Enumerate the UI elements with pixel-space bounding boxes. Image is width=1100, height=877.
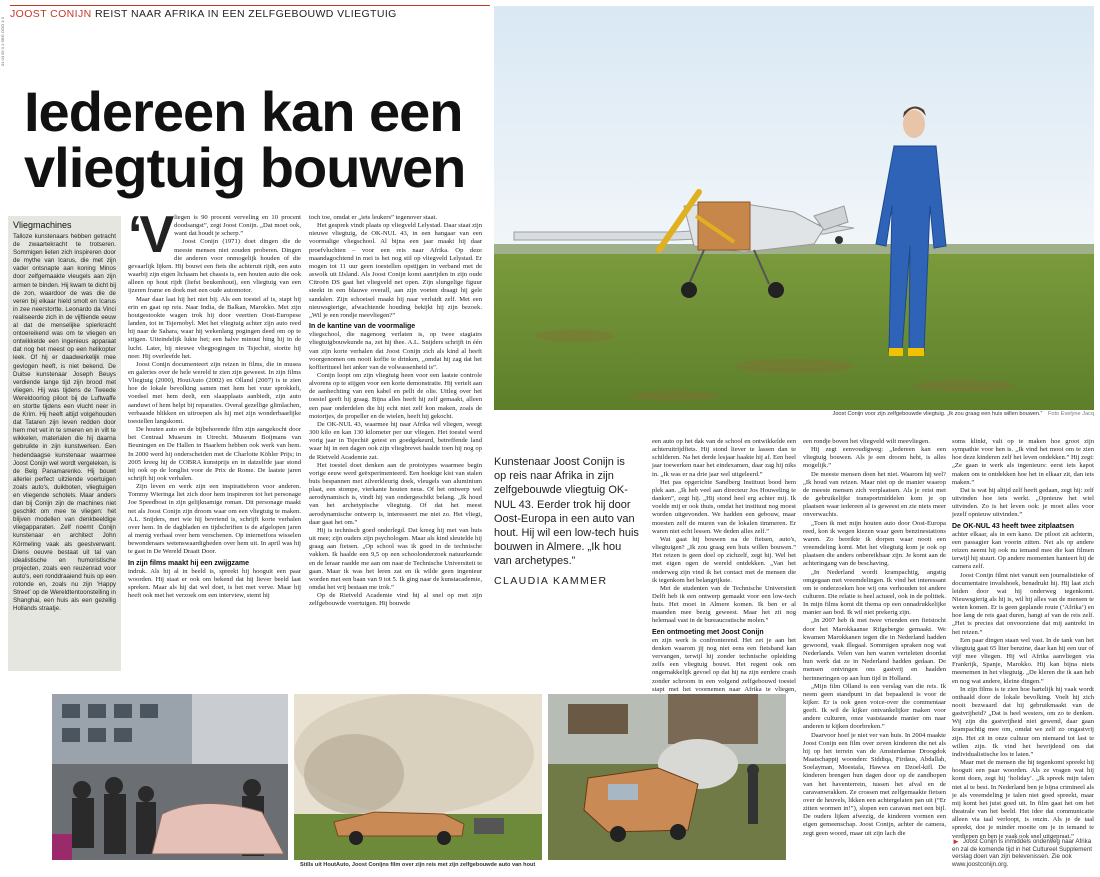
page-folio: 01 04 05 0 1 SBG OOO 4 0 xyxy=(0,17,5,66)
col2-para-5: De OK-NUL 43, waarmee hij naar Afrika wil vliegen, weegt 300 kilo en kan 130 kilometer per uur vliegen. Het toestel werd vorig jaar in Tsjechië getest en goedgekeurd, betreffende land waar hij in een dagen ook zijn vliegbrevet haalde toen hij nog op de Rietveld Academie zat. xyxy=(309,420,482,461)
col1-para-1: liegen is 90 procent verveling en 10 procent doodsangst”, zegt Joost Conijn. „Dat moet ook, want dat houdt je scherp.” xyxy=(174,214,301,238)
col2-para-1: toch toe, omdat er „iets leukers” tegenover staat. xyxy=(309,214,437,221)
article-column-5 xyxy=(952,438,1094,840)
col4-para-6: „In 2007 heb ik met twee vrienden een fietstocht door het Marokkaanse Rifgebergte gemaakt. We kwamen Marokkanen tegen die in Nederland hadden gewoond, vaak illegaal. Sommigen spraken nog wat Nederlands. Velen van hen waren verteleten doordat hun werk dat ze in Nederland hadden gedaan. De mensen ontvingen ons gastvrij en haalden herinneringen op aan hun tijd in Holland. xyxy=(803,617,946,682)
kicker-text: REIST NAAR AFRIKA IN EEN ZELFGEBOUWD VLIEGTUIG xyxy=(94,8,397,20)
col2-para-7: Hij is technisch goed onderlegd. Dat kreeg hij met van huis uit mee; zijn ouders zijn psychologen. Maar als kind sleutelde hij graag aan fietsen. „Op school was ik goed in de technische vakken. Ik haalde een 9,5 op een schoolonderzoek natuurkunde en de leraar raadde me aan om naar de Technische Universiteit te gaan. Maar ik was het leren zat en ik wilde geen ingenieur worden met een baan van 9 tot 5. Ik ging naar de kunstacademie, omdat het vrij bestaan me trok.” xyxy=(309,526,482,592)
col1-para-4: Joost Conijn documenteert zijn reizen in films, die in musea en galeries over de hele wereld te zien zijn geweest. In zijn films Vliegtuig (2000), HoutAuto (2002) en Olland (2007) is te zien hoe de lokale bevolking samen met hem het vuur sprokkelt, voedsel met hem deelt, een slaapplaats aanbiedt, zijn auto aanduwt of hem helpt bij reparaties. Overal gezellige glimlachen, verbaasde blikken en uitroepen als hij met zijn wonderbaarlijke toestellen langskomt. xyxy=(128,360,301,425)
headline-line-2: vliegtuig bouwen xyxy=(24,136,466,199)
kicker-name: JOOST CONIJN xyxy=(10,8,92,20)
main-photo-caption-row xyxy=(820,411,1094,420)
col1-para-2: Joost Conijn (1971) doet dingen die de meeste mensen niet zouden proberen. Dingen die anderen voor onmogelijk houden of die gevaarlijk lijken. Hij bouwt een fiets die achteruit rijdt, een auto waarbij zijn eigen lichaam het chassis is, een houten auto die ook alleen op hout rijdt (liefst beukenhout), een vliegtuig van een ijzeren frame en doek met een oude automotor. xyxy=(128,238,301,295)
strip-photo-3 xyxy=(548,694,786,860)
col2-para-4: Conijn loopt om zijn vliegtuig heen voor een laatste controle alvorens op te stijgen voor een korte demonstratie. Hij vertelt aan de aanhechting van een kabel en pellt de olie. Uitleg over het toestel geeft hij graag. Bijna alles heeft hij zelf gemaakt, alleen een paar onderdelen die hij echt niet zelf kon maken, zoals de motortjes, de propeller en de wielen, heeft hij gekocht. xyxy=(309,371,482,420)
article-column-1 xyxy=(128,206,301,678)
main-photo-credit: Foto Evelyne Jacq xyxy=(1047,411,1094,417)
closing-note-text: Joost Conijn is inmiddels onderweg naar Afrika en zal de komende tijd in het Cultureel Supplement verslag doen van zijn belevenissen. Zie ook www.joostconijn.org. xyxy=(952,838,1092,868)
col2-para-3: vliegschool, die nagenoeg verlaten is, op twee stagiairs vliegtuigbouwkunde na, zet hij thee. A.L. Snijders schrijft in één van zijn korte verhalen dat Joost Conijn zich als kind al heeft voorgenomen om nooit koffie te drinken, „omdat hij zag dat het koffieritueel het anker van de volwassenheid is”. xyxy=(309,331,482,371)
col1-para-7: indruk. Als hij al in beeld is, spreekt hij hooguit een paar woorden. Hij staat er ook om bekend dat hij liever beeld laat spreken. Maar als hij dat wel doet, is het met verve. Maar hij heeft ook met het verzoek om een interview, stemt hij xyxy=(128,567,301,600)
main-photo-illustration xyxy=(494,6,1094,410)
col5-para-3: achter elkaar, als in een kano. De piloot zit achterin, een passagier kan voorin zitten. Net als op andere reizen neemt hij ook nu iemand mee die kan filmen terwijl hij stuurt. Op andere momenten hanteert hij de camera zelf. xyxy=(952,530,1094,571)
col4-para-2: Hij zegt eenvoudigweg: „Iedereen kan een vliegtuig bouwen. Als je een droom hebt, is alles mogelijk.” xyxy=(803,446,946,470)
col5-para-1: soms klinkt, valt op te maken hoe groot zijn sympathie voor hen is. „Ik vind het mooi om te zien hoe deze kinderen zelf het leven ondekken.” Hij zegt: „Ze gaan te werk als ingenieurs: eerst iets kapot maken om te ontdekken hoe het in elkaar zit, dan iets maken.” xyxy=(952,438,1094,486)
article-column-2 xyxy=(309,214,482,678)
strip-caption: Stills uit HoutAuto, Joost Conijns film over zijn reis met zijn zelfgebouwde auto van hout xyxy=(300,862,536,868)
col3-para-1: een auto op het dak van de school en ontwikkelde een achteruitrijdfiets. Hij stond liever te lassen dan te schilderen. Na het derde lesjaar haakte hij af. Een heel jaar toewerken naar het eindexamen, daar zag hij niks in. „Ik was er na drie jaar wel uitgeleerd.” xyxy=(652,438,796,478)
col2-subhead: In de kantine van de voormalige xyxy=(309,323,416,331)
sidebar-box xyxy=(8,216,121,671)
col3-subhead: Een ontmoeting met Joost Conijn xyxy=(652,628,764,636)
strip-photo-2 xyxy=(294,694,542,860)
col5-para-7: Maar met de mensen die hij tegenkomt spreekt hij hooguit een paar woorden. Als ze vragen wat hij komt doen, zegt hij ‘holiday’. „Ik spreek mijn talen niet al te best. In Nederland ben je bijna crimineel als je als vreemdeling je talen niet goed spreekt, maar mij komt het juist goed uit. In film gaat het om het theatrale van het beeld. Het idee dat communicatie alleen via taal verloopt, is onzin. Als je de taal spreekt, doe je minder moeite om je in iemand te verdiepen en ben je vaak ook snel uitgepraat.” xyxy=(952,759,1094,840)
strip-photo-1-illustration xyxy=(52,694,288,860)
col3-para-5: en zijn werk is confronterend. Het zet je aan het denken waarom jij nog niet eens een fietsband kan vervangen, terwijl hij zonder technische opleiding zelfs een vliegtuig bouwt. Het regent ook om ongemakkelijk gevoel op dat hij na zijn eerdere crash zonder schroom in een volgend zelfgebouwd toestel stapt met het voornemen naar Afrika te vliegen, xyxy=(652,636,796,693)
pull-quote-text: Kunstenaar Joost Conijn is op reis naar Afrika in zijn zelfgebouwde vliegtuig OK-NUL 43. Eerder trok hij door Oost-Europa in een auto van hout. Hij wil een low-tech huis bouwen in Almere. „Ik hou van archetypes.” xyxy=(494,456,639,568)
sidebar-title: Vliegmachines xyxy=(13,220,72,230)
col4-para-1: een rondje boven het vliegveld wilt meevliegen. xyxy=(803,438,930,445)
headline-line-1: Iedereen kan een xyxy=(24,80,463,143)
col5-para-4: Joost Conijn filmt niet vanuit een journalistieke of documentaire invalshoek, benadrukt hij. Hij laat zich leiden door wat hij onderweg tegenkomt. Nieuwsgierig als hij is, wil hij alles van de mensen te weten komen. Er is geen geplande route (‘Afrika’) en hoe lang de reis gaat duren, hangt af van de reis zelf. „Het is precies dat onvoorziene dat mij aantrekt in het reizen.” xyxy=(952,571,1094,636)
drop-cap: ‘V xyxy=(128,206,172,264)
note-arrow-icon: ► xyxy=(952,837,960,846)
col4-para-8: Daarvoor hoef je niet ver van huis. In 2004 maakte Joost Conijn een film over zeven kinderen die net als hij op het terrein van de Amsterdamse Droogdok Maatschappij woonden: Siddiqa, Firdaus, Abdallah, Soelayman, Moestafa, Hawwa en Dzoel-kifl. De kinderen brengen hun dagen door op de zandhopen van het haventerrein, tussen het afval en de caravanwrakken. Ze crossen met zelfgemaakte fietsen over de heuvels, likken een achtergelaten pan uit (“Er zitten wormen in!”), slopen een caravan met een bijl. De ouders lijken afwezig, de kinderen vormen een eigen gemeenschap. Joost Conijn, achter de camera, zegt geen woord, maar uit zijn lach die xyxy=(803,731,946,837)
strip-photo-3-illustration xyxy=(548,694,786,860)
col5-para-6: In zijn films is te zien hoe hartelijk hij vaak wordt onthaald door de lokale bevolking. Voelt hij zich nooit bezwaard dat hij gebruikmaakt van de gastvrijheid? „Dat is heel westers, om zo te denken. Wij zijn die gastvrijheid niet gewend, daar gaan krampachtig mee om, omdat we zelf zo ongastvrij zijn. Het zit in onze cultuur om niemand tot last te willen zijn. Ik vind het bevrijdend om dat individualistische los te laten.” xyxy=(952,685,1094,758)
article-column-4 xyxy=(803,438,946,871)
pull-quote xyxy=(494,455,640,585)
main-photo xyxy=(494,6,1094,410)
col5-para-2: Dat is wat hij altijd zelf heeft gedaan, zegt hij: zelf uitvinden hoe iets werkt. „Opnieuw het wiel uitvinden. Zo is het leven ook: je moet alles voor jezelf opnieuw uitvinden.” xyxy=(952,486,1094,519)
col1-subhead: In zijn films maakt hij een zwijgzame xyxy=(128,559,249,567)
col1-para-6: Zijn leven en werk zijn een inspiratiebron voor anderen. Tommy Wieringa liet zich door hem inspireren tot het personage Joe Speedboat in zijn gelijknamige roman. Dit personage maakt net als Joost Conijn zijn droom waar om een vliegtuig te maken. A.L. Snijders, met wie hij bevriend is, schrijft korte verhalen over hem. In de dagbladen en tijdschriften is de afgelopen jaren al menig verhaal over hem verschenen. Op internetfora wisselen bewonderaars wetenswaardigheden over hem uit. In april was hij te gast in De Wereld Draait Door. xyxy=(128,483,301,556)
col4-para-3: De meeste mensen doen het niet. Waarom hij wel? „Ik houd van reizen. Maar niet op de manier waarop de meeste mensen zich verplaatsen. Als je reist met de gebruikelijke transportmiddelen kom je op plaatsen waar iedereen al is geweest en zie niets meer onverwachts. xyxy=(803,470,946,519)
col2-para-8: Op de Rietveld Academie vind hij al snel op met zijn zelfgebouwde voertuigen. Hij bouwde xyxy=(309,592,482,608)
col5-para-5: Een paar dingen staan wel vast. In de tank van het vliegtuig gaat 65 liter benzine, daar kan hij een uur of vijf mee vliegen. Hij wil Afrika aanvliegen via Frankrijk, Spanje, Marokko. Hij kan bijna niets meenemen in het vliegtuig. „De kleren die ik aan heb en nog wat andere, kleine dingen.” xyxy=(952,636,1094,685)
byline: CLAUDIA KAMMER xyxy=(494,574,608,587)
col3-para-2: Het pas opgerichte Sandberg Instituut bood hem plek aan. „Ik heb veel aan directeur Jos Houweling te danken”, zegt hij. „Hij stond heel erg achter mij. Ik voelde mij er ook thuis, omdat het instituut nog moest worden uitgevonden. We hadden een gebouw, maar moesten zelf de muren van de lokalen timmeren. Er waren niet echt lessen. We deden alles zelf.” xyxy=(652,478,796,535)
col4-para-5: „In Nederland wordt krampachtig, angstig omgegaan met vreemdelingen. Ik vind het interessant om te onderzoeken hoe wij ons verhouden tot andere culturen. Die relatie is heel actueel, ook in de politiek. In mijn films komt dit thema op een onnadrukkelijke manier aan bod. Ik wil niet prekerig zijn. xyxy=(803,568,946,617)
closing-note xyxy=(952,838,1094,872)
headline xyxy=(24,80,494,199)
col1-para-5: De houten auto en de bijbehorende film zijn aangekocht door het Centraal Museum in Utrecht. Museum Boijmans van Beuningen en De Hallen in Haarlem hebben ook werk van hem. In 2000 werd hij onderscheiden met de Charlotte Köhler Prijs; in 2005 kreeg hij de COBRA kunstprijs en in datzelfde jaar stond hij ook op de longlist voor de Prix de Rome. De laatste jaren schrijft hij ook verhalen. xyxy=(128,426,301,482)
col4-para-7: „Mijn film Olland is een verslag van die reis. Ik neem geen standpunt in dat bepaalend is voor de kijker. Er is ook geen voice-over die commentaar geeft. Ik wil de kijker ontvankelijker maken voor andere culturen, onze vaststaande manier om naar anderen te kijken doorbreken.” xyxy=(803,682,946,731)
col4-para-4: „Toen ik met mijn houten auto door Oost-Europa reed, kon ik wegen kiezen waar geen benzinestations waren. Zo bereikte ik dorpen waar nooit een vreemdeling komt. Met het vliegtuig kom je ook op plaatsen die anders onbereikbaar zijn. Je komt aan de achteringang van de beschaving. xyxy=(803,519,946,568)
col5-subhead: De OK-NUL 43 heeft twee zitplaatsen xyxy=(952,522,1075,530)
article-column-3 xyxy=(652,438,796,693)
col1-para-3: Maar daar laat hij het niet bij. Als een toestel af is, stapt hij erin en gaat op reis. Naar India, de Balkan, Marokko. Met zijn houtgestookte wagen trok hij door veertien Oost-Europese landen, tot in Tsjernobyl. Met het vliegtuig achter zijn auto reed hij naar de Sahara, waar hij wekenlang pogingen deed om op te stijgen. Uiteindelijk lukte het; een halve minuut hing hij in de lucht. Later, bij nieuwe vliegpogingen in Tsjechië, stortte hij neer. Hij overleefde het. xyxy=(128,295,301,360)
kicker xyxy=(10,5,490,23)
col3-para-3: Wat gaat hij bouwen na de fietsen, auto's, vliegtuigen? „Ik zou graag een huis willen bouwen.” Het reizen is geen doel op zichzelf, zegt hij. Wel het met eigen ogen de wereld ontdekken. „Van het onderweg zijn vind ik het contact met de mensen die ik tegenkom het belangrijkste. xyxy=(652,535,796,584)
strip-photo-1 xyxy=(52,694,288,860)
strip-photo-2-illustration xyxy=(294,694,542,860)
sidebar-text: Talloze kunstenaars hebben getracht de zwaartekracht te trotseren. Sommigen lieten zich inspireren door de mythe van Icarus, die met zijn vader ontsnapte aan koning Minos door zelfgemaakte vleugels aan zijn armen te binden. Hij kwam te dicht bij de zon, waardoor de was die de veren bij elkaar hield smolt en Icarus in zee neerstortte. Leonardo da Vinci realiseerde zich in de vijftiende eeuw al dat de menselijke spierkracht ontoereikend was om te vliegen en ontwikkelde een ingenieus apparaat dat nog het meest op een helikopter leek. Of hij er daadwerkelijk mee gevlogen heeft, is niet bekend. De Duitse kunstenaar Joseph Beuys verdiende lange tijd zijn brood met vliegen. Hij was tijdens de Tweede Wereldoorlog piloot bij de Luftwaffe en stortte tijdens een vlucht neer in de Krim. Hij heeft altijd volgehouden dat Tataren zijn leven redden door hem met vet in te smeren en in vilt te wikkelen, materialen die hij daarna gebruikte in zijn kunstwerken. Een hedendaagse kunstenaar waarmee Joost Conijn wel wordt vergeleken, is de Belg Panamarenko. Hij bouwt allerlei perfect uitziende voertuigen zoals auto's, duikboten, vliegtuigen en vliegende schotels. Maar anders dan bij Conijn zijn de machines niet geschikt om mee te vliegen: het blijven modellen van denkbeeldige vliegapparaten. Zelf noemt Conijn kunstenaar en architect John Körmeling vaak als geestverwant. Diens oeuvre bestaat uit tal van idealistische en humoristische projecten, zoals een reuzenrad voor auto's, een ronddraaiend huis op een rotonde en, zoals nu zijn 'Happy Street' op de Wereldtentoonstelling in Shanghai, een huis als een gezellig Hollands straatje. xyxy=(13,233,116,613)
col2-para-6: Het toestel doet denken aan de prototypes waarmee begin vorige eeuw werd geëxperimenteerd. Een hoekige kist van stalen buis bespannen met zilverkleurig doek, vleugels van aluminium plaat, een stompe, vierkante houten neus. Of het ontwerp wel aerodynamisch is, vindt hij van ondergeschikt belang. „Ik houd van het archetypische vliegtuig. Of dat het meest aerodynamische ontwerp is, interesseert me niet zo. Het vliegt, daar gaat het om.” xyxy=(309,461,482,526)
col3-para-4: Met de studenten van de Technische Universiteit Delft heb ik een ontwerp gemaakt voor een low-tech huis. Het moet in Almere komen. Ik ben er al maanden mee bezig geweest. Maar het zit nog helemaal vast in de bureaucratische molen.” xyxy=(652,584,796,625)
main-photo-caption: Joost Conijn voor zijn zelfgebouwde vliegtuig. „Ik zou graag een huis willen bouwen.” xyxy=(832,411,1043,417)
col2-para-2: Het gesprek vindt plaats op vliegveld Lelystad. Daar staat zijn nieuwe vliegtuig, de OK-NUL 43, in een hangaar van een voormalige vliegschool. Al bijna een jaar maakt hij daar proefvluchten – voor een reis naar Afrika. Op deze maandagochtend in mei is het nog stil op vliegveld Lelystad. Er mogen tot 11 uur geen toestellen opstijgen in verband met de aswolk uit IJsland. Als Joost Conijn komt aanrijden in zijn oude Citroën DS gaat het vliegveld net open. Zijn slungelige figuur steekt in een blauwe overall, aan zijn voeten draagt hij gele sandalen. Zijn schoeisel maakt hij naar verluidt zelf. Met een nieuwsgierige, afwachtende houding bekijkt hij zijn bezoek. „Wil je een rondje meevliegen?” xyxy=(309,222,482,319)
